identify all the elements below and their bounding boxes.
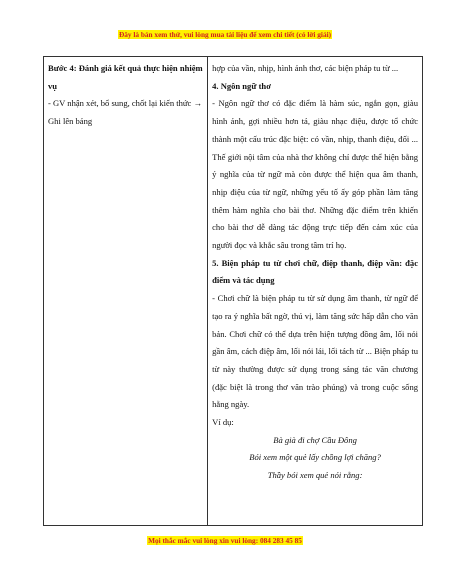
example-label: Ví dụ:	[212, 417, 234, 428]
poem-line: Bói xem một quẻ lấy chồng lợi chăng?	[249, 452, 381, 463]
poem-line: Thầy bói xem quẻ nói rằng:	[267, 470, 363, 481]
intro-text: hợp của vần, nhịp, hình ảnh thơ, các biện pháp tu từ ...	[212, 63, 399, 73]
section4-body: - Ngôn ngữ thơ có đặc điểm là hàm súc, ngắn gọn, giàu hình ảnh, gợi nhiều hơn tả, giàu nhạc điệu, được tổ chức thành một cấu trúc đặc biệt: có vần, nhịp, thanh điệu, đối ... Thế giới nội tâm của nhà thơ không chỉ được thể hiện bằng ý nghĩa của từ ngữ mà còn được thể hiện qua âm thanh, nhịp điệu của từ ngữ, những yếu tố ấy góp phần làm tăng thêm hàm nghĩa cho bài thơ. Những đặc điểm trên khiến cho bài thơ dễ dàng tác động trực tiếp đến cảm xúc của người đọc và khắc sâu trong tâm trí họ.	[212, 98, 418, 251]
preview-notice-banner	[0, 30, 450, 39]
step-body: - GV nhận xét, bổ sung, chốt lại kiến thức → Ghi lên bảng	[48, 98, 203, 127]
right-column	[208, 57, 422, 525]
step-heading: Bước 4: Đánh giá kết quả thực hiện nhiệm vụ	[48, 63, 203, 91]
contact-banner	[0, 536, 450, 545]
section5-heading: 5. Biện pháp tu từ chơi chữ, điệp thanh, điệp vần: đặc điểm và tác dụng	[212, 257, 418, 286]
section5-body: - Chơi chữ là biện pháp tu từ sử dụng âm thanh, từ ngữ để tạo ra ý nghĩa bất ngờ, thú vị, làm tăng sức hấp dẫn cho văn bản. Chơi chữ có thể dựa trên hiện tượng đồng âm, lối nói gần âm, cách điệp âm, lối nói lái, lối tách từ ... Biện pháp tu từ này thường được sử dụng trong sáng tác văn chương (đặc biệt là trong thơ văn trào phúng) và trong cuộc sống hằng ngày.	[212, 293, 418, 410]
preview-notice-text: Đây là bản xem thử, vui lòng mua tài liệu để xem chi tiết (có lời giải)	[118, 30, 332, 39]
poem-line: Bà già đi chợ Cầu Đông	[273, 434, 357, 445]
section4-heading: 4. Ngôn ngữ thơ	[212, 80, 271, 91]
left-column	[44, 57, 208, 525]
contact-text: Mọi thắc mắc vui lòng xin vui lòng: 084 283 45 85	[148, 536, 302, 545]
lesson-table	[43, 56, 423, 526]
